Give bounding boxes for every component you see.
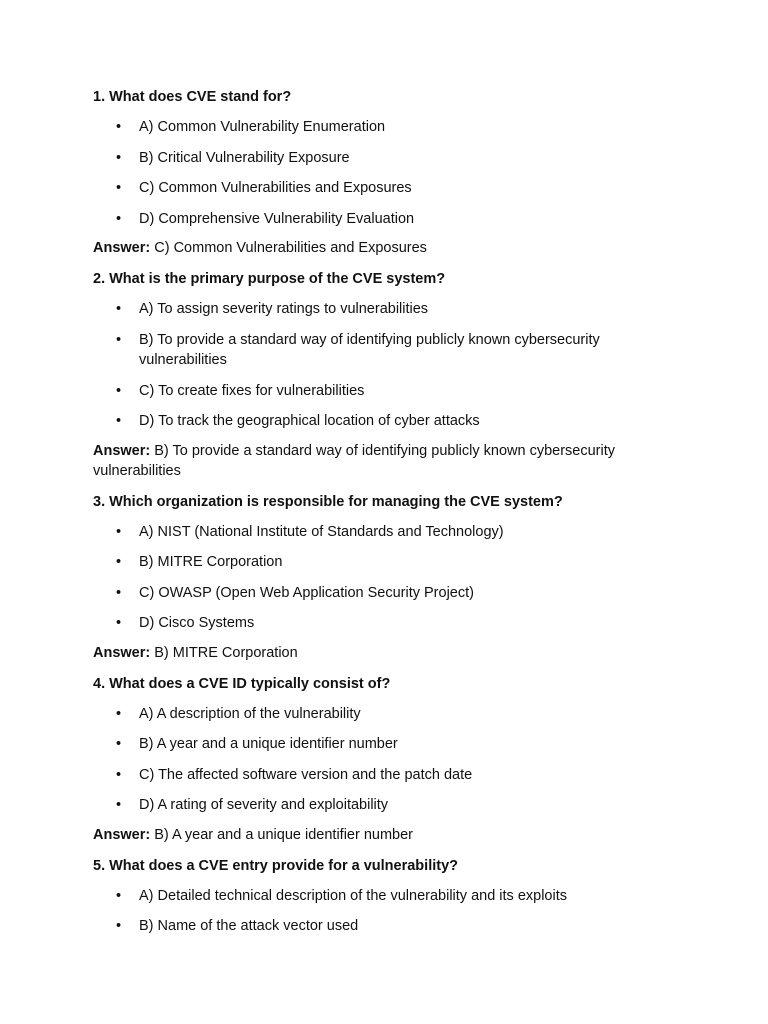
option-item — [93, 178, 653, 199]
option-text: A) Common Vulnerability Enumeration — [139, 119, 386, 135]
option-item — [93, 795, 653, 816]
answer-label: Answer: — [93, 240, 151, 256]
answer-label: Answer: — [93, 826, 151, 843]
answer-line — [93, 825, 653, 845]
option-item — [93, 765, 653, 786]
bullet-icon: • — [116, 918, 122, 934]
bullet-icon: • — [116, 887, 122, 904]
option-text: A) A description of the vulnerability — [139, 705, 361, 722]
option-item — [93, 886, 653, 907]
option-item — [93, 209, 653, 230]
option-item — [93, 552, 653, 573]
question-heading: 1. What does CVE stand for? — [93, 89, 292, 105]
options-list — [93, 299, 653, 432]
option-text: B) Name of the attack vector used — [139, 918, 359, 934]
option-text: B) To provide a standard way of identifying publicly known cybersecurity vulnerabilities — [139, 331, 600, 368]
option-item — [93, 411, 653, 432]
option-text: D) A rating of severity and exploitability — [139, 797, 389, 813]
option-item — [93, 299, 653, 320]
option-item — [93, 381, 653, 402]
bullet-icon: • — [116, 382, 122, 399]
bullet-icon: • — [116, 331, 122, 348]
bullet-icon: • — [116, 301, 122, 317]
answer-text: B) To provide a standard way of identifying publicly known cybersecurity vulnerabilities — [93, 442, 615, 479]
option-text: C) OWASP (Open Web Application Security Project) — [139, 584, 474, 601]
option-text: D) To track the geographical location of cyber attacks — [139, 413, 480, 429]
option-item — [93, 734, 653, 755]
option-text: A) NIST (National Institute of Standards and Technology) — [139, 523, 504, 540]
option-text: B) MITRE Corporation — [139, 554, 283, 570]
answer-line — [93, 238, 653, 258]
bullet-icon: • — [116, 413, 122, 429]
bullet-icon: • — [116, 210, 122, 227]
answer-text: B) MITRE Corporation — [154, 644, 298, 661]
bullet-icon: • — [116, 180, 122, 196]
answer-label: Answer: — [93, 644, 151, 661]
option-item — [93, 117, 653, 138]
answer-line — [93, 441, 653, 481]
option-text: C) The affected software version and the patch date — [139, 766, 473, 783]
options-list — [93, 704, 653, 816]
option-item — [93, 704, 653, 725]
answer-text: B) A year and a unique identifier number — [154, 826, 413, 843]
bullet-icon: • — [116, 119, 122, 135]
option-text: B) Critical Vulnerability Exposure — [139, 149, 350, 166]
bullet-icon: • — [116, 705, 122, 722]
options-list — [93, 522, 653, 634]
bullet-icon: • — [116, 766, 122, 783]
option-item — [93, 148, 653, 169]
option-item — [93, 330, 653, 371]
answer-text: C) Common Vulnerabilities and Exposures — [154, 240, 427, 256]
option-item — [93, 916, 653, 937]
option-text: B) A year and a unique identifier number — [139, 736, 398, 752]
bullet-icon: • — [116, 523, 122, 540]
options-list — [93, 117, 653, 229]
question-heading: 3. Which organization is responsible for managing the CVE system? — [93, 493, 563, 510]
answer-line — [93, 643, 653, 663]
answer-label: Answer: — [93, 442, 151, 459]
bullet-icon: • — [116, 615, 122, 631]
bullet-icon: • — [116, 554, 122, 570]
bullet-icon: • — [116, 797, 122, 813]
question-heading: 2. What is the primary purpose of the CVE system? — [93, 271, 446, 287]
option-item — [93, 522, 653, 543]
option-text: C) To create fixes for vulnerabilities — [139, 382, 365, 399]
quiz-content — [93, 87, 653, 946]
question-heading: 5. What does a CVE entry provide for a vulnerability? — [93, 857, 458, 874]
bullet-icon: • — [116, 149, 122, 166]
option-text: C) Common Vulnerabilities and Exposures — [139, 180, 412, 196]
bullet-icon: • — [116, 736, 122, 752]
option-text: A) Detailed technical description of the vulnerability and its exploits — [139, 887, 567, 904]
options-list — [93, 886, 653, 937]
option-text: A) To assign severity ratings to vulnerabilities — [139, 301, 429, 317]
option-item — [93, 583, 653, 604]
option-text: D) Comprehensive Vulnerability Evaluation — [139, 210, 415, 227]
question-heading: 4. What does a CVE ID typically consist of? — [93, 675, 391, 692]
option-text: D) Cisco Systems — [139, 615, 255, 631]
option-item — [93, 613, 653, 634]
bullet-icon: • — [116, 584, 122, 601]
